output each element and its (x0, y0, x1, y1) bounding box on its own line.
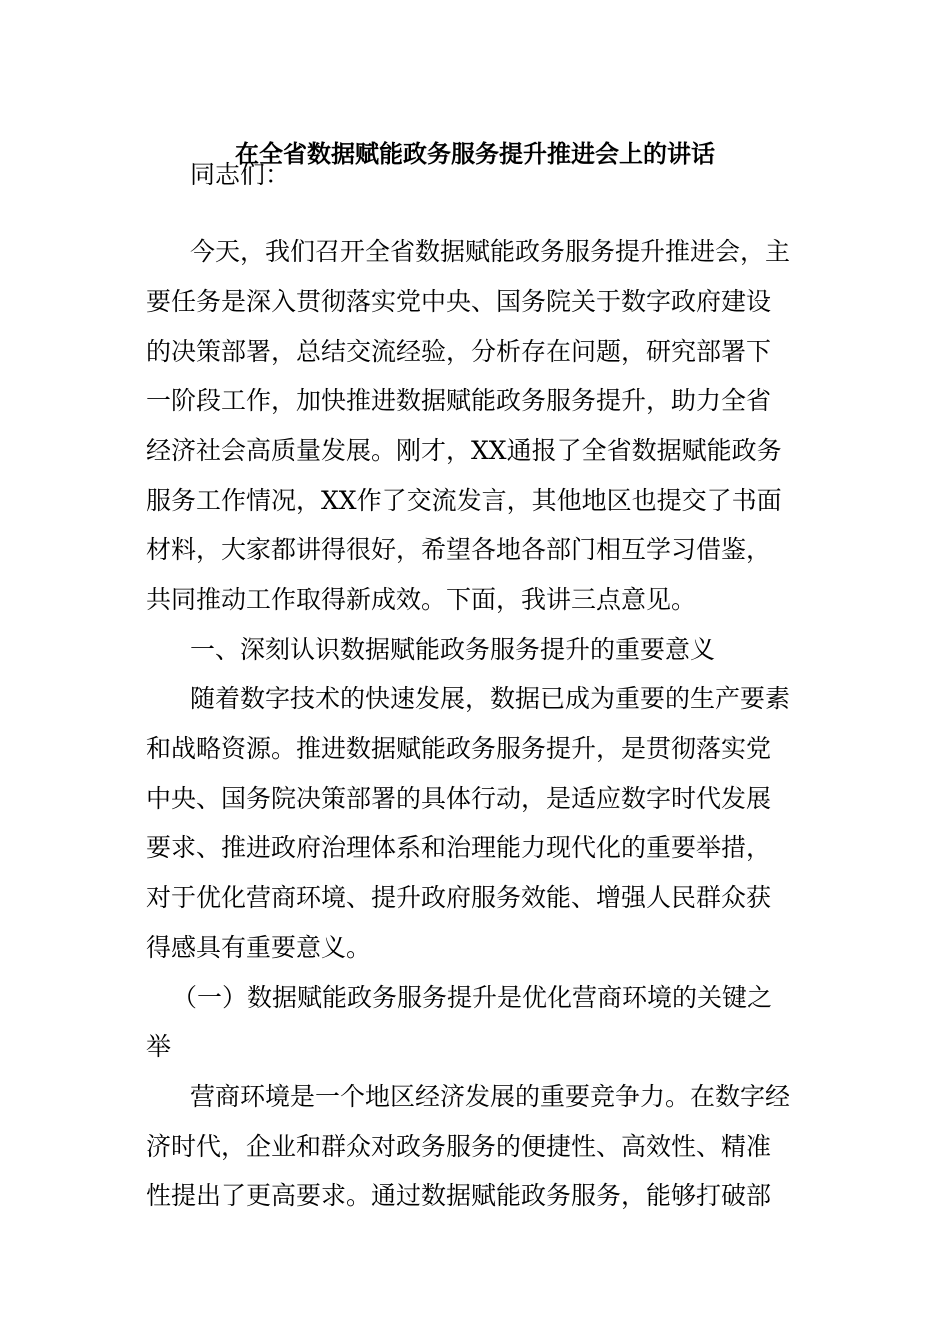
paragraph-line: 中央、国务院决策部署的具体行动，是适应数字时代发展 (146, 784, 772, 813)
document-title: 在全省数据赋能政务服务提升推进会上的讲话 (235, 140, 715, 168)
section-heading: 一、深刻认识数据赋能政务服务提升的重要意义 (190, 635, 716, 664)
paragraph-line: 一阶段工作，加快推进数据赋能政务服务提升，助力全省 (146, 386, 772, 415)
paragraph-line: 要求、推进政府治理体系和治理能力现代化的重要举措， (146, 833, 772, 862)
paragraph-line: 经济社会高质量发展。刚才，XX通报了全省数据赋能政务 (146, 436, 782, 465)
subsection-heading-continued: 举 (146, 1032, 172, 1061)
subsection-heading: （一）数据赋能政务服务提升是优化营商环境的关键之 (172, 983, 773, 1012)
salutation-line: 同志们： (190, 160, 291, 189)
paragraph-line: 得感具有重要意义。 (146, 933, 372, 962)
paragraph-line: 随着数字技术的快速发展，数据已成为重要的生产要素 (190, 684, 791, 713)
paragraph-line: 今天，我们召开全省数据赋能政务服务提升推进会，主 (190, 237, 791, 266)
paragraph-line: 对于优化营商环境、提升政府服务效能、增强人民群众获 (146, 883, 772, 912)
paragraph-line: 济时代，企业和群众对政务服务的便捷性、高效性、精准 (146, 1132, 772, 1161)
paragraph-line: 和战略资源。推进数据赋能政务服务提升，是贯彻落实党 (146, 734, 772, 763)
paragraph-line: 服务工作情况，XX作了交流发言，其他地区也提交了书面 (146, 486, 782, 515)
paragraph-line: 材料，大家都讲得很好，希望各地各部门相互学习借鉴， (146, 535, 772, 564)
paragraph-line: 共同推动工作取得新成效。下面，我讲三点意见。 (146, 585, 697, 614)
paragraph-line: 要任务是深入贯彻落实党中央、国务院关于数字政府建设 (146, 287, 772, 316)
paragraph-line: 的决策部署，总结交流经验，分析存在问题，研究部署下 (146, 337, 772, 366)
paragraph-line: 性提出了更高要求。通过数据赋能政务服务，能够打破部 (146, 1181, 772, 1210)
paragraph-line: 营商环境是一个地区经济发展的重要竞争力。在数字经 (190, 1082, 791, 1111)
